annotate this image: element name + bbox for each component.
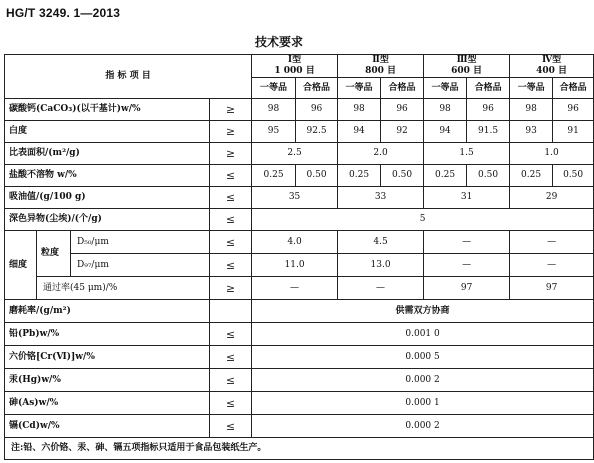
value-cell: 0.25 xyxy=(510,165,553,187)
type-1-name: Ⅰ型 xyxy=(287,55,302,65)
type-3-header xyxy=(424,55,510,78)
technical-requirements-table xyxy=(4,54,594,460)
row-label: 汞(Hg)w/% xyxy=(5,369,210,392)
row-passing-rate xyxy=(5,277,594,300)
type-2-name: Ⅱ型 xyxy=(372,55,389,65)
value-cell: 94 xyxy=(338,121,381,143)
value-cell: — xyxy=(252,277,338,300)
value-cell: 4.0 xyxy=(252,231,338,254)
value-cell: 0.50 xyxy=(467,165,510,187)
row-label: 碳酸钙(CaCO₃)(以干基计)w/% xyxy=(5,99,210,121)
row-label: 吸油值/(g/100 g) xyxy=(5,187,210,209)
comparison-symbol: ≤ xyxy=(210,369,252,392)
value-cell: 96 xyxy=(467,99,510,121)
value-cell: — xyxy=(338,277,424,300)
comparison-symbol: ≤ xyxy=(210,209,252,231)
row-oil-absorption xyxy=(5,187,594,209)
grade-qualified: 合格品 xyxy=(296,78,338,99)
value-cell: 0.50 xyxy=(296,165,338,187)
row-hcl-insoluble xyxy=(5,165,594,187)
type-3-name: Ⅲ型 xyxy=(456,55,477,65)
type-1-mesh: 1 000 目 xyxy=(274,66,315,76)
row-label: 深色异物(尘埃)/(个/g) xyxy=(5,209,210,231)
row-dark-foreign-matter xyxy=(5,209,594,231)
value-cell: 2.0 xyxy=(338,143,424,165)
row-label: 白度 xyxy=(5,121,210,143)
value-cell: 0.25 xyxy=(338,165,381,187)
row-label: 磨耗率/(g/m²) xyxy=(5,300,210,323)
value-cell: — xyxy=(510,254,594,277)
grade-first: 一等品 xyxy=(510,78,553,99)
value-cell: — xyxy=(424,231,510,254)
value-cell: 98 xyxy=(510,99,553,121)
row-whiteness xyxy=(5,121,594,143)
value-cell: 33 xyxy=(338,187,424,209)
value-cell: 96 xyxy=(296,99,338,121)
granularity-label: 粒度 xyxy=(37,231,71,277)
row-chromium-vi xyxy=(5,346,594,369)
table-title: 技术要求 xyxy=(254,35,303,49)
row-label: 盐酸不溶物 w/% xyxy=(5,165,210,187)
row-label: 砷(As)w/% xyxy=(5,392,210,415)
value-cell: 97 xyxy=(424,277,510,300)
comparison-symbol: ≤ xyxy=(210,187,252,209)
value-cell: 0.001 0 xyxy=(252,323,594,346)
type-4-name: Ⅳ型 xyxy=(541,55,562,65)
value-cell: 4.5 xyxy=(338,231,424,254)
value-cell: 98 xyxy=(424,99,467,121)
row-arsenic xyxy=(5,392,594,415)
value-cell: 91.5 xyxy=(467,121,510,143)
row-abrasion xyxy=(5,300,594,323)
comparison-symbol: ≤ xyxy=(210,323,252,346)
value-cell: 5 xyxy=(252,209,594,231)
type-3-mesh: 600 目 xyxy=(451,66,483,76)
grade-first: 一等品 xyxy=(424,78,467,99)
row-surface-area xyxy=(5,143,594,165)
value-cell: 35 xyxy=(252,187,338,209)
value-cell: 2.5 xyxy=(252,143,338,165)
row-label: 铅(Pb)w/% xyxy=(5,323,210,346)
value-cell: 31 xyxy=(424,187,510,209)
type-4-mesh: 400 目 xyxy=(536,66,568,76)
value-cell: 98 xyxy=(252,99,296,121)
row-mercury xyxy=(5,369,594,392)
row-label: 镉(Cd)w/% xyxy=(5,415,210,438)
value-cell: 94 xyxy=(424,121,467,143)
comparison-symbol: ≥ xyxy=(210,121,252,143)
row-cadmium xyxy=(5,415,594,438)
grade-first: 一等品 xyxy=(338,78,381,99)
table-note: 注:铅、六价铬、汞、砷、镉五项指标只适用于食品包装纸生产。 xyxy=(5,438,594,460)
comparison-symbol: ≤ xyxy=(210,165,252,187)
value-cell: 29 xyxy=(510,187,594,209)
value-cell: 95 xyxy=(252,121,296,143)
value-cell: 0.000 1 xyxy=(252,392,594,415)
grade-first: 一等品 xyxy=(252,78,296,99)
d50-label: D₅₀/μm xyxy=(71,231,210,254)
value-cell: 1.5 xyxy=(424,143,510,165)
value-cell: 96 xyxy=(553,99,594,121)
value-cell: 11.0 xyxy=(252,254,338,277)
comparison-symbol-empty xyxy=(210,300,252,323)
comparison-symbol: ≥ xyxy=(210,277,252,300)
value-cell: 92.5 xyxy=(296,121,338,143)
fineness-label: 细度 xyxy=(5,231,37,300)
comparison-symbol: ≥ xyxy=(210,143,252,165)
value-cell: 1.0 xyxy=(510,143,594,165)
value-cell: 0.50 xyxy=(381,165,424,187)
grade-qualified: 合格品 xyxy=(467,78,510,99)
grade-qualified: 合格品 xyxy=(381,78,424,99)
standard-code: HG/T 3249. 1—2013 xyxy=(6,6,121,20)
d97-label: D₉₇/μm xyxy=(71,254,210,277)
comparison-symbol: ≥ xyxy=(210,99,252,121)
value-cell: 0.50 xyxy=(553,165,594,187)
pass-rate-label: 通过率(45 μm)/% xyxy=(37,277,210,300)
value-cell: 0.000 2 xyxy=(252,369,594,392)
comparison-symbol: ≤ xyxy=(210,231,252,254)
value-cell: 0.000 2 xyxy=(252,415,594,438)
type-1-header xyxy=(252,55,338,78)
comparison-symbol: ≤ xyxy=(210,415,252,438)
row-lead xyxy=(5,323,594,346)
row-label: 六价铬[Cr(Ⅵ)]w/% xyxy=(5,346,210,369)
grade-qualified: 合格品 xyxy=(553,78,594,99)
value-cell: 供需双方协商 xyxy=(252,300,594,323)
type-2-header xyxy=(338,55,424,78)
value-cell: 98 xyxy=(338,99,381,121)
indicator-header: 指 标 项 目 xyxy=(5,55,252,99)
type-2-mesh: 800 目 xyxy=(365,66,397,76)
value-cell: 0.000 5 xyxy=(252,346,594,369)
value-cell: 0.25 xyxy=(424,165,467,187)
value-cell: 97 xyxy=(510,277,594,300)
value-cell: — xyxy=(424,254,510,277)
comparison-symbol: ≤ xyxy=(210,254,252,277)
row-fineness-d50 xyxy=(5,231,594,254)
value-cell: 92 xyxy=(381,121,424,143)
value-cell: 96 xyxy=(381,99,424,121)
row-note xyxy=(5,438,594,460)
header-row-types xyxy=(5,55,594,78)
comparison-symbol: ≤ xyxy=(210,392,252,415)
type-4-header xyxy=(510,55,594,78)
value-cell: 13.0 xyxy=(338,254,424,277)
comparison-symbol: ≤ xyxy=(210,346,252,369)
value-cell: 93 xyxy=(510,121,553,143)
row-label: 比表面积/(m²/g) xyxy=(5,143,210,165)
value-cell: 91 xyxy=(553,121,594,143)
row-fineness-d97 xyxy=(5,254,594,277)
value-cell: — xyxy=(510,231,594,254)
value-cell: 0.25 xyxy=(252,165,296,187)
row-caco3 xyxy=(5,99,594,121)
